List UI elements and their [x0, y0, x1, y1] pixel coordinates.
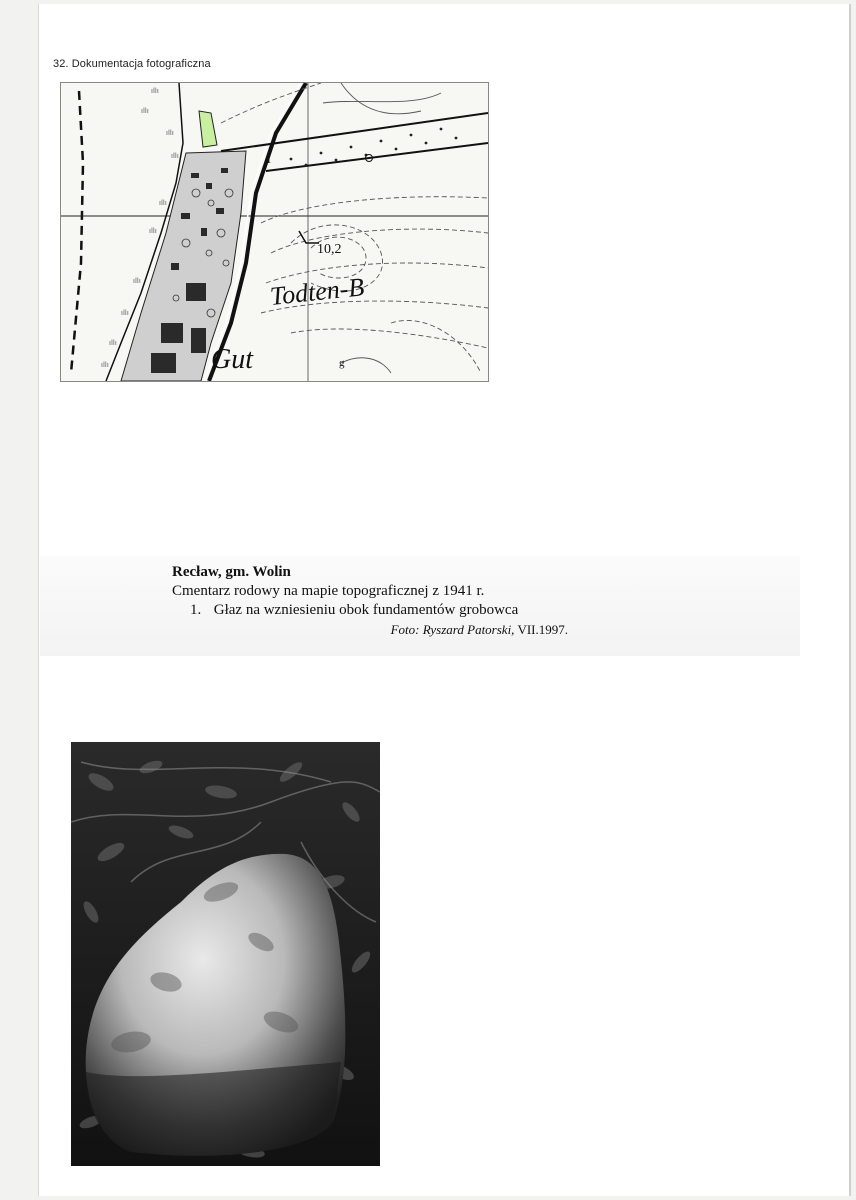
map-label-small-1: 1 [266, 154, 272, 166]
svg-text:ıllı: ıllı [171, 152, 179, 160]
map-label-small-2: g [339, 357, 345, 369]
map-label-hill: 10,2 [317, 242, 342, 257]
caption-item [172, 601, 592, 620]
svg-text:ıllı: ıllı [141, 107, 149, 115]
svg-text:ıllı: ıllı [101, 361, 109, 369]
caption-item-number: 1. [190, 602, 202, 618]
svg-text:ıllı: ıllı [133, 277, 141, 285]
svg-text:ıllı: ıllı [166, 129, 174, 137]
map-label-gut: Gut [211, 344, 253, 375]
credit-date: VII.1997. [517, 622, 568, 637]
svg-text:ıllı: ıllı [149, 227, 157, 235]
caption-item-text: Głaz na wzniesieniu obok fundamentów grobowca [213, 602, 519, 618]
topographic-map [60, 82, 489, 382]
svg-text:ıllı: ıllı [151, 87, 159, 95]
credit-author: Ryszard Patorski, [422, 622, 515, 637]
section-header: 32. Dokumentacja fotograficzna [53, 58, 211, 70]
svg-text:ıllı: ıllı [109, 339, 117, 347]
figure-caption [172, 563, 592, 638]
caption-subtitle: Cmentarz rodowy na mapie topograficznej z 1941 r. [172, 583, 485, 599]
svg-text:ıllı: ıllı [121, 309, 129, 317]
credit-label: Foto: [390, 622, 420, 637]
boulder-photograph [71, 742, 380, 1166]
photo-credit [172, 621, 592, 638]
caption-title: Recław, gm. Wolin [172, 564, 291, 580]
svg-text:ıllı: ıllı [159, 199, 167, 207]
map-label-todten: Todten-B [268, 272, 366, 311]
